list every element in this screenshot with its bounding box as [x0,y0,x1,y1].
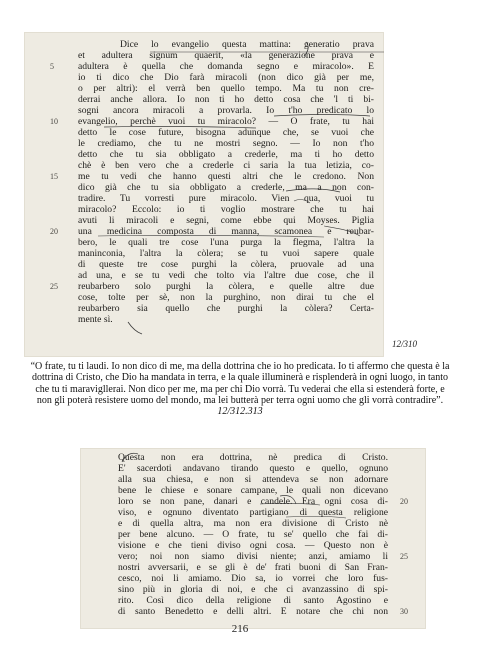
excerpt-2-line: bene le chiese e sonare campane, le quali non dicevano [118,486,388,496]
excerpt-2-line: vero; noi non siamo divisi niente; anzi, amiamo li [118,552,388,562]
excerpt-1-line: io ti dico che Dio farà miracoli (non dico già per me, [78,73,374,83]
line-number: 10 [50,117,58,126]
excerpt-1-line: adultera è quella che domanda segno e miracolo». E [78,62,374,72]
excerpt-2-line: Questa non era dottrina, nè predica di Cristo. [118,453,388,463]
excerpt-1-line: Dice lo evangelio questa mattina: generatio prava [120,40,374,50]
excerpt-1-line: tradire. Tu vorresti pure miracolo. Vien qua, vuoi tu [78,194,374,204]
excerpt-1-line: me tu vedi che hanno questi altri che le credono. Non [78,172,374,182]
line-number: 20 [50,227,58,236]
text-excerpt-2 [80,448,426,629]
excerpt-2-line: per bene alcuno. — O frate, tu se' quello che fai di- [118,530,388,540]
commentary-reference: 12/312.313 [217,406,263,418]
excerpt-1-line: mente sì. [78,315,113,325]
excerpt-2-line: nostri avversarii, e se gli è de' frati buoni di San Fran- [118,563,388,573]
excerpt-1-line: cose, tolte per sè, non la purghino, non dirai tu che el [78,293,374,303]
excerpt-1-line: sogni ancora miracoli a provarla. Io t'ho predicato lo [78,106,374,116]
line-number: 25 [50,282,58,291]
excerpt-1-line: maninconia, l'altra la còlera; se tu vuoi sapere quale [78,249,374,259]
excerpt-2-line: E' sacerdoti andavano tirando questo e quello, ognuno [118,464,388,474]
text-excerpt-1 [24,32,384,357]
line-number: 5 [50,62,54,71]
commentary-text: “O frate, tu ti laudi. Io non dico di me, ma della dottrina che io ho predicata. Io ti affermo che questa è la dottrina di Cristo, che Dio ha mandata in terra, e la quale illuminerà e risplenderà in ogni luogo, in tanto che tu ti maravigllerai. Non dico per me, ma per chi Dio vorrà. Tu vederai che ella si estenderà forte, e non gli poterà resistere uomo del mondo, ma lei butterà per terra ogni uomo che gli vorrà contradire”. 12/312.313 [30,361,450,418]
excerpt-2-line: visione e che tieni diviso ogni cosa. — Questo non è [118,541,388,551]
excerpt-1-line: reubarbero sia quello che purghi la còlera? Certa- [78,304,374,314]
excerpt-1-line: o per altri): el verrà ben quello tempo. Ma tu non cre- [78,84,374,94]
excerpt-1-line: detto che tu sia obbligato a crederle, ma ti ho detto [78,150,374,160]
excerpt-reference: 12/310 [392,339,418,349]
excerpt-1-line: bero, le quali tre cose l'una purga la flegma, l'altra la [78,238,374,248]
excerpt-1-line: chè è ben vero che a crederle ci saria la tua letizia, co- [78,161,374,171]
excerpt-1-line: derrai anche allora. Io non ti ho detto cosa che 'l ti bi- [78,95,374,105]
page-number: 216 [231,623,249,635]
excerpt-1-line: evangelio, perchè vuoi tu miracolo? — O frate, tu hai [78,117,374,127]
excerpt-1-line: reubarbero solo purghi la còlera, e quelle altre due [78,282,374,292]
excerpt-1-line: le crediamo, che tu ne mostri segno. — Io non t'ho [78,139,374,149]
line-number: 20 [400,497,408,506]
excerpt-2-line: rito. Così dico della religione di santo Agostino e [118,596,388,606]
excerpt-2-line: sino più in gloria di noi, e che ci avanzassino di spi- [118,585,388,595]
excerpt-2-line: viso, e ognuno diventato partigiano di questa religione [118,508,388,518]
excerpt-2-line: cesco, noi li amiamo. Dio sa, io vorrei che loro fus- [118,574,388,584]
excerpt-1-line: avuti li miracoli e segni, come ebbe qui Moyses. Piglia [78,216,374,226]
excerpt-1-line: una medicina composta di manna, scamonea e reubar- [78,227,374,237]
line-number: 25 [400,552,408,561]
excerpt-1-line: et adultera signum quaerit, «la generazione prava e [78,51,374,61]
excerpt-1-line: detto le cose future, bisogna adunque che, se vuoi che [78,128,374,138]
excerpt-1-line: ad una, e se tu vedi che tolto via l'altre due cose, che il [78,271,374,281]
excerpt-2-line: loro se non pane, danari e candele. Era ogni cosa di- [118,497,388,507]
line-number: 15 [50,172,58,181]
excerpt-1-line: di queste tre cose purghi la còlera, pruovale ad una [78,260,374,270]
line-number: 30 [400,607,408,616]
excerpt-2-line: alla sua chiesa, e non si attendeva se non adornare [118,475,388,485]
excerpt-2-line: e di quella altra, ma non era divisione di Cristo nè [118,519,388,529]
excerpt-1-line: dico già che tu sia obbligato a crederle, ma a non con- [78,183,374,193]
excerpt-1-line: miracolo? Eccolo: io ti voglio mostrare che tu hai [78,205,374,215]
excerpt-2-line: di santo Benedetto e delli altri. E notare che chi non [118,607,388,617]
